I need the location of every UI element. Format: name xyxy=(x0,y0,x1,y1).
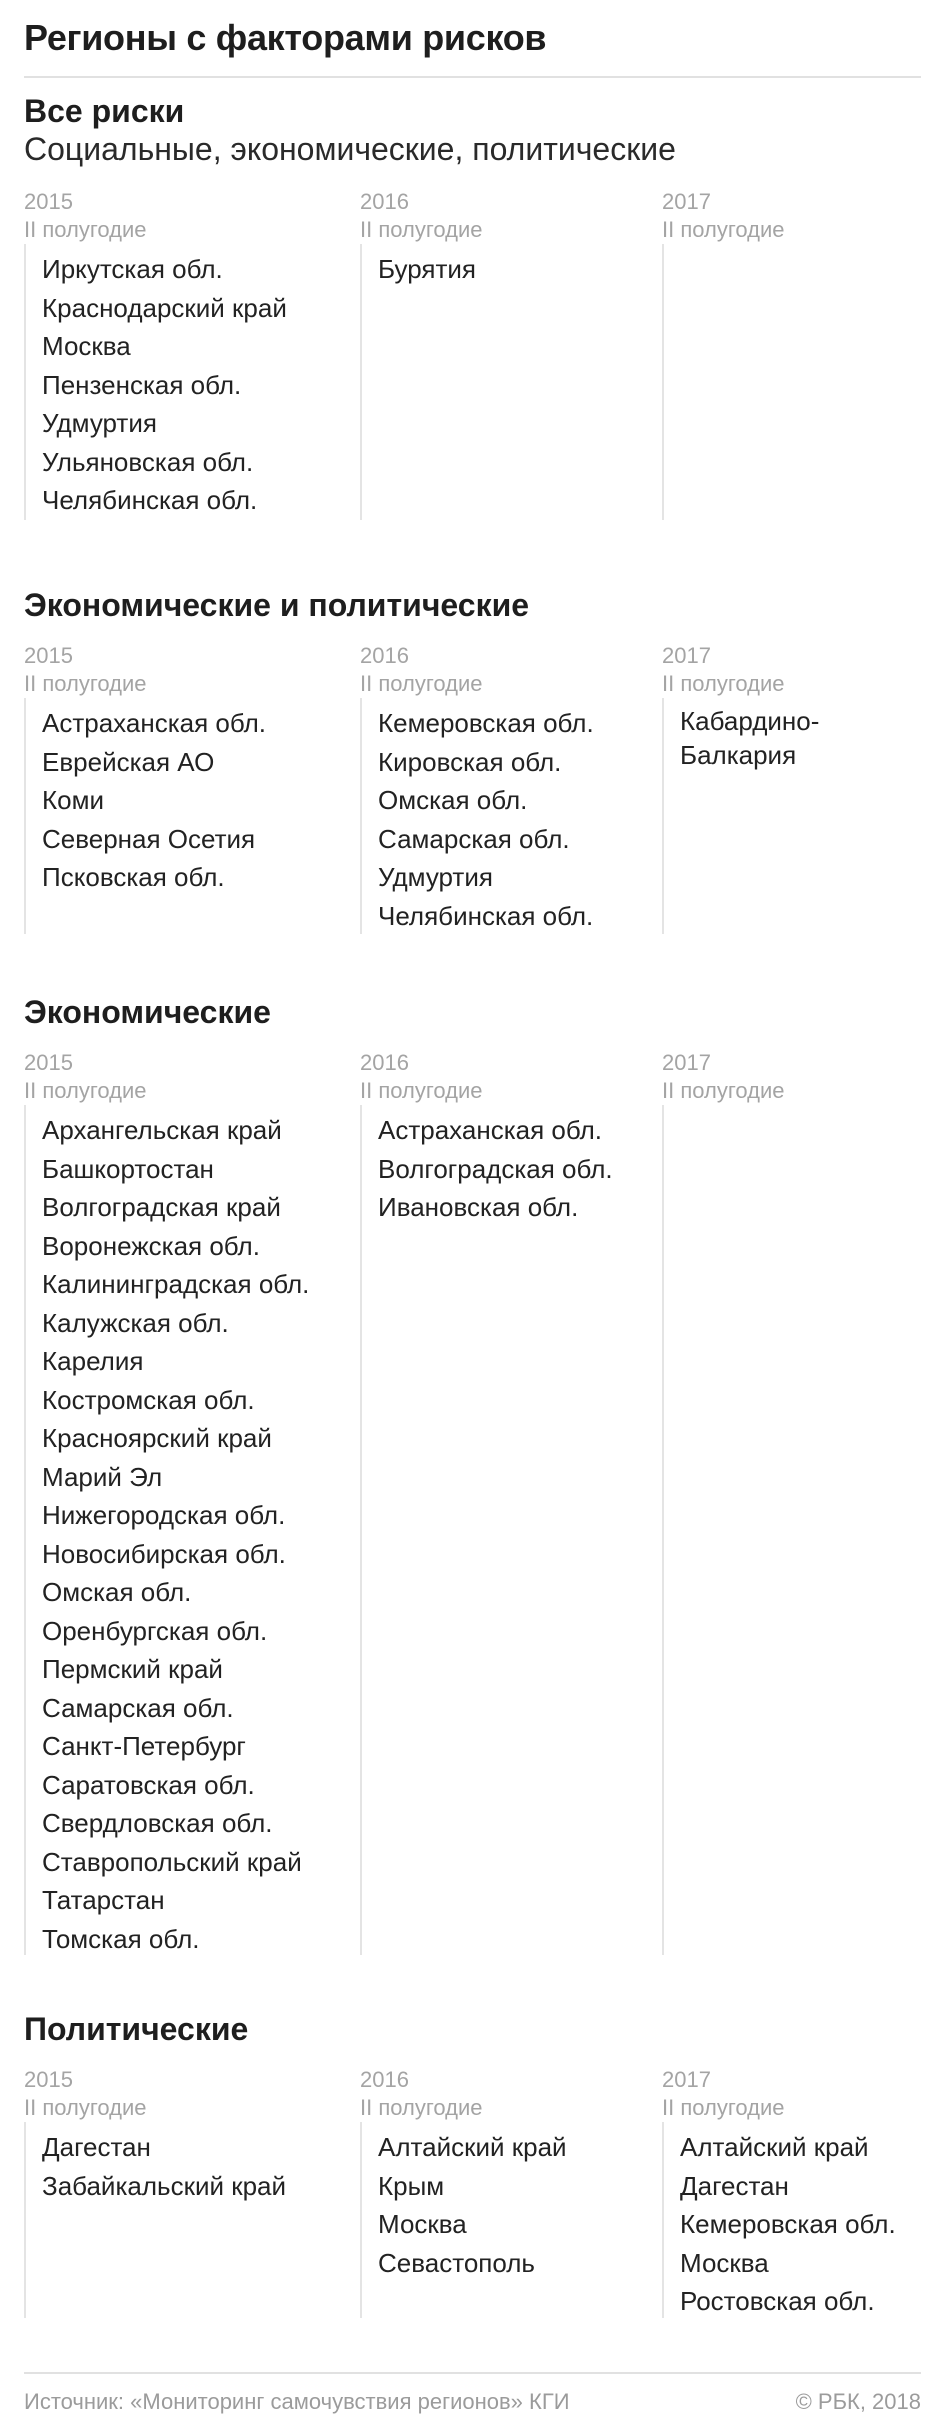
column-year: 2015 xyxy=(24,2067,73,2092)
region-item: Омская обл. xyxy=(42,1577,192,1607)
region-item: Алтайский край xyxy=(680,2132,869,2162)
region-list xyxy=(24,698,354,934)
region-list xyxy=(662,244,924,520)
region-item: Коми xyxy=(42,785,105,815)
section-title: Политические xyxy=(24,2011,249,2047)
region-item: Москва xyxy=(42,331,131,361)
region-item: Ивановская обл. xyxy=(378,1192,579,1222)
region-item: Иркутская обл. xyxy=(42,254,223,284)
region-item: Алтайский край xyxy=(378,2132,567,2162)
region-item: Нижегородская обл. xyxy=(42,1500,286,1530)
region-item: Воронежская обл. xyxy=(42,1230,260,1261)
section-title: Экономические xyxy=(24,994,271,1030)
region-item: Волгоградская край xyxy=(42,1192,281,1222)
region-item: Ульяновская обл. xyxy=(42,446,254,477)
column-half-year: II полугодие xyxy=(360,671,483,696)
region-item: Омская обл. xyxy=(378,785,528,815)
period-column-2016 xyxy=(360,188,656,284)
period-column-2015 xyxy=(24,1049,354,1954)
column-year: 2017 xyxy=(662,2067,711,2092)
column-year: 2017 xyxy=(662,189,711,214)
source-note: Источник: «Мониторинг самочувствия регионов» КГИ xyxy=(24,2389,570,2414)
region-list xyxy=(24,244,354,520)
region-item: Архангельская край xyxy=(42,1115,282,1145)
column-half-year: II полугодие xyxy=(662,2095,785,2120)
column-year: 2016 xyxy=(360,643,409,668)
region-item: Дагестан xyxy=(680,2170,789,2201)
region-item: Башкортостан xyxy=(42,1153,214,1184)
region-item: Пермский край xyxy=(42,1654,223,1684)
column-year: 2015 xyxy=(24,189,73,214)
region-item: Москва xyxy=(378,2209,467,2239)
section-title: Экономические и политические xyxy=(24,587,530,623)
title-divider xyxy=(24,76,921,78)
region-item: Удмуртия xyxy=(378,862,493,892)
region-item: Волгоградская обл. xyxy=(378,1153,613,1184)
column-year: 2017 xyxy=(662,1050,711,1075)
region-item: Калужская обл. xyxy=(42,1307,229,1338)
copyright: © РБК, 2018 xyxy=(795,2389,921,2414)
period-column-2016 xyxy=(360,1049,656,1222)
region-item: Красноярский край xyxy=(42,1423,272,1453)
column-half-year: II полугодие xyxy=(662,217,785,242)
period-column-2017 xyxy=(662,1049,924,1105)
region-item: Северная Осетия xyxy=(42,823,256,854)
region-list xyxy=(360,244,656,520)
section-subtitle: Социальные, экономические, политические xyxy=(24,131,676,167)
region-item: Дагестан xyxy=(42,2132,151,2162)
region-item: Карелия xyxy=(42,1346,144,1376)
region-list xyxy=(662,698,924,934)
column-year: 2015 xyxy=(24,1050,73,1075)
period-column-2015 xyxy=(24,2066,354,2201)
region-item: Кемеровская обл. xyxy=(680,2209,896,2239)
region-list xyxy=(360,2122,656,2318)
column-year: 2016 xyxy=(360,2067,409,2092)
region-item: Крым xyxy=(378,2170,445,2201)
period-column-2017 xyxy=(662,2066,924,2316)
period-column-2017 xyxy=(662,642,924,770)
region-item: Кабардино-Балкария xyxy=(680,706,820,770)
column-year: 2016 xyxy=(360,189,409,214)
period-column-2016 xyxy=(360,2066,656,2278)
column-half-year: II полугодие xyxy=(24,217,147,242)
region-list xyxy=(662,2122,924,2318)
region-item: Краснодарский край xyxy=(42,292,287,323)
period-column-2015 xyxy=(24,188,354,515)
column-half-year: II полугодие xyxy=(24,2095,147,2120)
region-item: Самарская обл. xyxy=(378,823,570,854)
region-item: Пензенская обл. xyxy=(42,369,242,400)
region-item: Ставропольский край xyxy=(42,1846,302,1877)
column-half-year: II полугодие xyxy=(24,1078,147,1103)
region-item: Татарстан xyxy=(42,1885,165,1915)
region-item: Марий Эл xyxy=(42,1461,163,1492)
region-item: Астраханская обл. xyxy=(42,708,266,738)
region-item: Челябинская обл. xyxy=(378,900,594,931)
region-item: Ростовская обл. xyxy=(680,2286,875,2316)
column-half-year: II полугодие xyxy=(662,1078,785,1103)
region-item: Астраханская обл. xyxy=(378,1115,602,1145)
region-list xyxy=(24,1105,354,1955)
region-list xyxy=(24,2122,354,2318)
region-item: Самарская обл. xyxy=(42,1692,234,1723)
region-item: Севастополь xyxy=(378,2247,535,2278)
column-half-year: II полугодие xyxy=(360,2095,483,2120)
region-item: Кировская обл. xyxy=(378,746,562,777)
region-item: Москва xyxy=(680,2247,769,2278)
region-item: Бурятия xyxy=(378,254,476,284)
region-item: Псковская обл. xyxy=(42,862,225,892)
column-half-year: II полугодие xyxy=(24,671,147,696)
region-item: Кемеровская обл. xyxy=(378,708,594,738)
footer-divider xyxy=(24,2372,921,2374)
region-item: Санкт-Петербург xyxy=(42,1731,246,1761)
page-title: Регионы с факторами рисков xyxy=(24,17,547,58)
region-item: Томская обл. xyxy=(42,1923,200,1954)
column-year: 2016 xyxy=(360,1050,409,1075)
region-item: Забайкальский край xyxy=(42,2170,287,2201)
region-item: Новосибирская обл. xyxy=(42,1538,286,1569)
region-list xyxy=(360,698,656,934)
region-item: Свердловская обл. xyxy=(42,1808,273,1838)
column-half-year: II полугодие xyxy=(360,217,483,242)
column-half-year: II полугодие xyxy=(662,671,785,696)
column-half-year: II полугодие xyxy=(360,1078,483,1103)
region-list xyxy=(662,1105,924,1955)
region-item: Оренбургская обл. xyxy=(42,1615,268,1646)
region-list xyxy=(360,1105,656,1955)
region-item: Удмуртия xyxy=(42,408,157,438)
period-column-2016 xyxy=(360,642,656,931)
section-title: Все риски xyxy=(24,93,185,129)
column-year: 2017 xyxy=(662,643,711,668)
column-year: 2015 xyxy=(24,643,73,668)
region-item: Костромская обл. xyxy=(42,1384,255,1415)
region-item: Калининградская обл. xyxy=(42,1269,310,1299)
region-item: Еврейская АО xyxy=(42,746,215,777)
region-item: Саратовская обл. xyxy=(42,1769,255,1800)
period-column-2015 xyxy=(24,642,354,892)
region-item: Челябинская обл. xyxy=(42,485,258,515)
period-column-2017 xyxy=(662,188,924,244)
